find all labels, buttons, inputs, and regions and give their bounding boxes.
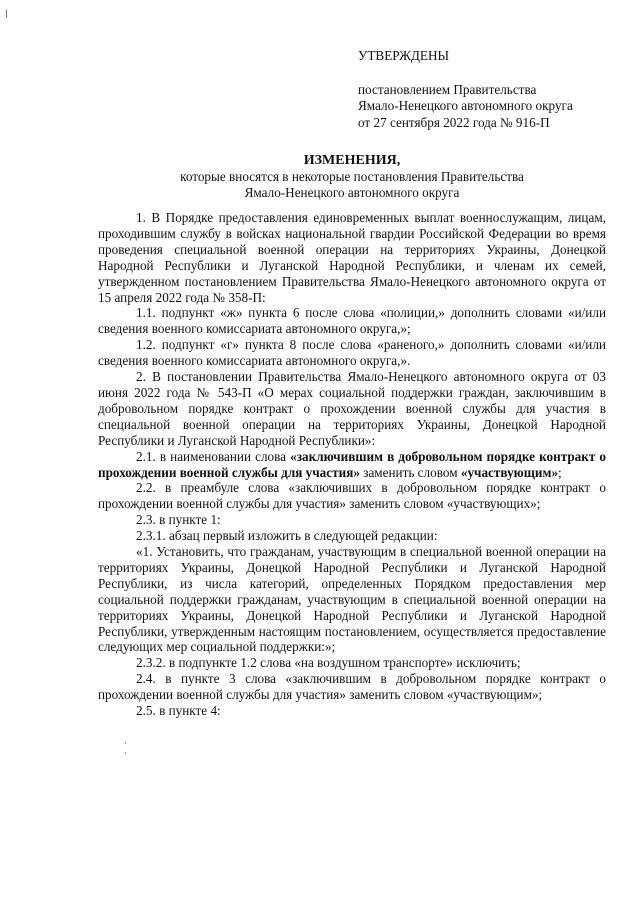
scan-speck	[125, 752, 126, 754]
paragraph-2-5: 2.5. в пункте 4:	[136, 703, 221, 719]
paragraph-2-1-bold-word: «участвующим»	[460, 464, 559, 480]
paragraph-1-2: 1.2. подпункт «г» пункта 8 после слова «раненого,» дополнить словами «и/или сведения военного комиссариата автономного округа,».	[98, 337, 606, 369]
paragraph-2-1	[98, 449, 606, 481]
paragraph-1: 1. В Порядке предоставления единовременных выплат военнослужащим, лицам, проходившим службу в войсках национальной гвардии Российской Федерации во время проведения специальной военной операции на территориях Украины, Донецкой Народной Республики и Луганской Народной Республики, и членам их семей, утвержденном постановлением Правительства Ямало-Ненецкого автономного округа от 15 апреля 2022 года № 358-П:	[98, 210, 606, 305]
scan-margin-mark	[6, 10, 7, 18]
paragraph-2-1-end: ;	[558, 464, 562, 480]
paragraph-2: 2. В постановлении Правительства Ямало-Ненецкого автономного округа от 03 июня 2022 года № 543-П «О мерах социальной поддержки граждан, заключившим в добровольном порядке контракт о прохождении военной службы для участия в специальной военной операции на территориях Украины, Донецкой Народной Республики и Луганской Народной Республики»:	[98, 369, 606, 448]
paragraph-2-3-2: 2.3.2. в подпункте 1.2 слова «на воздушном транспорте» исключить;	[136, 655, 521, 671]
paragraph-1-1: 1.1. подпункт «ж» пункта 6 после слова «полиции,» дополнить словами «и/или сведения военного комиссариата автономного округа,»;	[98, 305, 606, 337]
paragraph-quote: «1. Установить, что гражданам, участвующим в специальной военной операции на территориях Украины, Донецкой Народной Республики и Луганской Народной Республики, из числа категорий, определенных Порядком предоставления мер социальной поддержки гражданам, участвующим в специальной военной операции на территориях Украины, Донецкой Народной Республики и Луганской Народной Республики, утвержденным настоящим постановлением, осуществляется предоставление следующих мер социальной поддержки:»;	[98, 544, 606, 655]
paragraph-2-1-prefix: 2.1. в наименовании слова	[136, 448, 291, 464]
document-subtitle-line-2: Ямало-Ненецкого автономного округа	[244, 185, 460, 200]
paragraph-2-1-bold-phrase: «заключившим в добровольном порядке контракт о прохождении военной службы для участия»	[98, 448, 606, 480]
document-title: ИЗМЕНЕНИЯ,	[303, 153, 401, 168]
paragraph-2-2: 2.2. в преамбуле слова «заключивших в добровольном порядке контракт о прохождении военной службы для участия» заменить словом «участвующих»;	[98, 480, 606, 512]
paragraph-2-1-middle: заменить словом	[359, 464, 461, 480]
document-subtitle-line-1: которые вносятся в некоторые постановления Правительства	[180, 169, 524, 184]
paragraph-2-3-1: 2.3.1. абзац первый изложить в следующей редакции:	[136, 528, 438, 544]
approval-stamp-block	[358, 48, 628, 131]
approval-line-2: Ямало-Ненецкого автономного округа	[358, 98, 573, 113]
approval-heading: УТВЕРЖДЕНЫ	[358, 48, 450, 63]
paragraph-2-4: 2.4. в пункте 3 слова «заключившим в добровольном порядке контракт о прохождении военной службы для участия» заменить словом «участвующим»;	[98, 671, 606, 703]
approval-line-1: постановлением Правительства	[358, 81, 537, 97]
document-body	[98, 210, 606, 719]
document-title-block	[98, 153, 606, 201]
approval-line-3: от 27 сентября 2022 года № 916-П	[358, 114, 550, 130]
paragraph-2-3: 2.3. в пункте 1:	[136, 512, 221, 528]
scan-speck	[125, 742, 126, 744]
